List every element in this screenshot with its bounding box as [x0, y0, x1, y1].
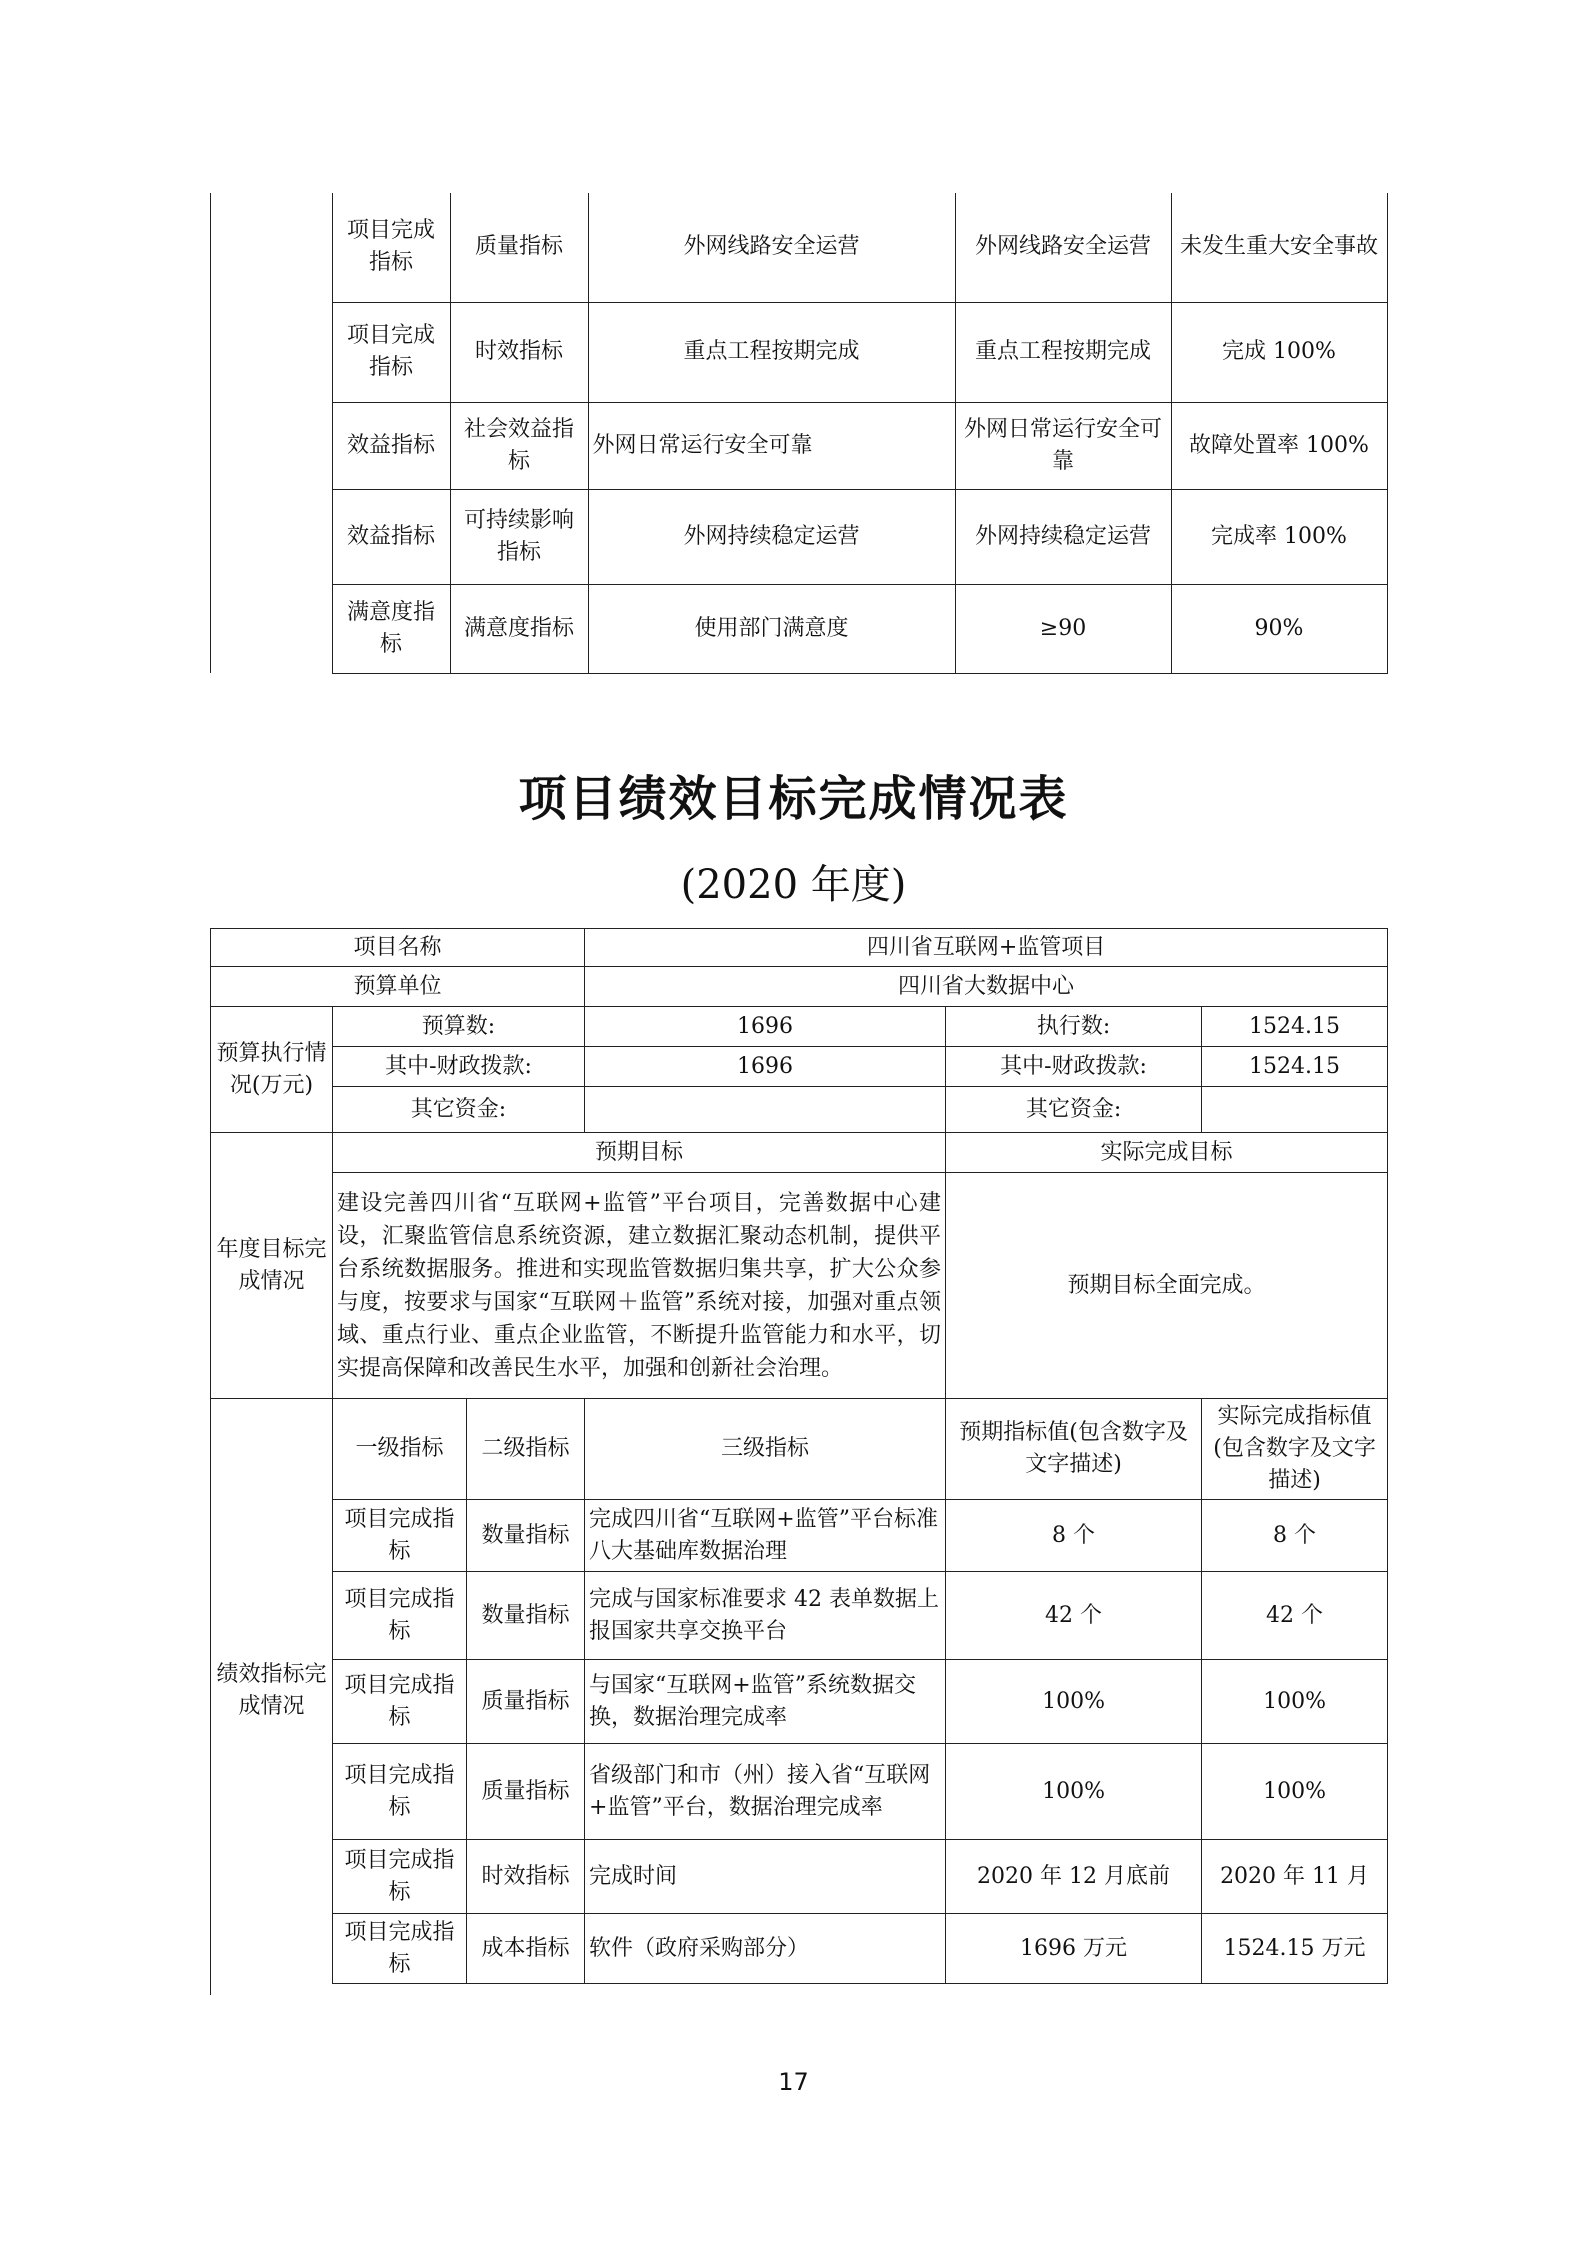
level3-cell: 使用部门满意度: [588, 584, 955, 673]
level1-cell: 项目完成指标: [333, 1500, 467, 1572]
level2-cell: 质量指标: [467, 1660, 585, 1744]
actual-cell: 90%: [1171, 584, 1387, 673]
table-row: [211, 1133, 1388, 1173]
actual-cell: 2020 年 11 月: [1202, 1840, 1388, 1914]
level3-cell: 外网线路安全运营: [588, 193, 955, 302]
page-subtitle: (2020 年度): [680, 862, 907, 908]
expected-cell: 外网日常运行安全可靠: [955, 402, 1171, 489]
actual-goal-header: 实际完成目标: [946, 1133, 1388, 1173]
header-level1: 一级指标: [333, 1399, 467, 1500]
expected-cell: 100%: [946, 1660, 1202, 1744]
level1-cell: 项目完成指标: [332, 302, 450, 402]
expected-cell: 100%: [946, 1744, 1202, 1840]
level1-cell: 项目完成指标: [333, 1744, 467, 1840]
level2-cell: 时效指标: [467, 1840, 585, 1914]
budget-label: 预算数:: [333, 1007, 585, 1047]
table-row: [210, 584, 1387, 673]
table-row: [210, 193, 1387, 302]
level1-cell: 效益指标: [332, 489, 450, 584]
table-row: [211, 1744, 1388, 1840]
level1-cell: 效益指标: [332, 402, 450, 489]
other-funds-label: 其它资金:: [333, 1087, 585, 1133]
table-row: [211, 1914, 1388, 1984]
budget-exec-label: 预算执行情况(万元): [211, 1007, 333, 1133]
level1-cell: 项目完成指标: [333, 1660, 467, 1744]
expected-goal-text: 建设完善四川省“互联网+监管”平台项目，完善数据中心建设，汇聚监管信息系统资源，建立数据汇聚动态机制，提供平台系统数据服务。推进和实现监管数据归集共享，扩大公众参与度，按要求与国家“互联网＋监管”系统对接，加强对重点领域、重点行业、重点企业监管，不断提升监管能力和水平，切实提高保障和改善民生水平，加强和创新社会治理。: [333, 1173, 946, 1399]
other-funds-budget: [585, 1087, 946, 1133]
actual-cell: 未发生重大安全事故: [1171, 193, 1387, 302]
level2-cell: 满意度指标: [450, 584, 588, 673]
header-level2: 二级指标: [467, 1399, 585, 1500]
expected-goal-header: 预期目标: [333, 1133, 946, 1173]
actual-cell: 100%: [1202, 1744, 1388, 1840]
actual-cell: 1524.15 万元: [1202, 1914, 1388, 1984]
executed-label: 执行数:: [946, 1007, 1202, 1047]
level1-cell: 项目完成指标: [333, 1840, 467, 1914]
level1-cell: 项目完成指标: [333, 1914, 467, 1984]
project-name-label: 项目名称: [211, 929, 585, 967]
level2-cell: 数量指标: [467, 1500, 585, 1572]
performance-table: [210, 928, 1388, 1984]
blank-cell: [210, 193, 332, 673]
actual-cell: 故障处置率 100%: [1171, 402, 1387, 489]
page-number: 17: [778, 2068, 809, 2096]
table-row: [210, 402, 1387, 489]
fiscal-budget-value: 1696: [585, 1047, 946, 1087]
table-row: [210, 302, 1387, 402]
level3-cell: 完成时间: [585, 1840, 946, 1914]
level3-cell: 完成四川省“互联网+监管”平台标准八大基础库数据治理: [585, 1500, 946, 1572]
table-row: [211, 1399, 1388, 1500]
budget-unit-label: 预算单位: [211, 967, 585, 1007]
project-name-value: 四川省互联网+监管项目: [585, 929, 1388, 967]
budget-unit-value: 四川省大数据中心: [585, 967, 1388, 1007]
level2-cell: 成本指标: [467, 1914, 585, 1984]
level3-cell: 省级部门和市（州）接入省“互联网+监管”平台，数据治理完成率: [585, 1744, 946, 1840]
header-actual: 实际完成指标值(包含数字及文字描述): [1202, 1399, 1388, 1500]
level2-cell: 社会效益指标: [450, 402, 588, 489]
level3-cell: 重点工程按期完成: [588, 302, 955, 402]
header-level3: 三级指标: [585, 1399, 946, 1500]
table-row: [211, 967, 1388, 1007]
actual-cell: 完成率 100%: [1171, 489, 1387, 584]
expected-cell: 42 个: [946, 1572, 1202, 1660]
annual-goal-label: 年度目标完成情况: [211, 1133, 333, 1399]
table-row: [211, 1500, 1388, 1572]
level1-cell: 满意度指标: [332, 584, 450, 673]
actual-cell: 42 个: [1202, 1572, 1388, 1660]
actual-cell: 100%: [1202, 1660, 1388, 1744]
page-title: 项目绩效目标完成情况表: [518, 771, 1069, 827]
level3-cell: 外网持续稳定运营: [588, 489, 955, 584]
executed-value: 1524.15: [1202, 1007, 1388, 1047]
table-row: [210, 489, 1387, 584]
header-expected: 预期指标值(包含数字及文字描述): [946, 1399, 1202, 1500]
expected-cell: ≥90: [955, 584, 1171, 673]
level2-cell: 时效指标: [450, 302, 588, 402]
table-row: [211, 1007, 1388, 1047]
level2-cell: 质量指标: [450, 193, 588, 302]
fiscal-exec-value: 1524.15: [1202, 1047, 1388, 1087]
level2-cell: 数量指标: [467, 1572, 585, 1660]
level1-cell: 项目完成指标: [333, 1572, 467, 1660]
actual-cell: 完成 100%: [1171, 302, 1387, 402]
expected-cell: 外网线路安全运营: [955, 193, 1171, 302]
table-row: [211, 1173, 1388, 1399]
table-row: [211, 929, 1388, 967]
fiscal-label: 其中-财政拨款:: [333, 1047, 585, 1087]
actual-goal-text: 预期目标全面完成。: [946, 1173, 1388, 1399]
level1-cell: 项目完成指标: [332, 193, 450, 302]
expected-cell: 外网持续稳定运营: [955, 489, 1171, 584]
expected-cell: 2020 年 12 月底前: [946, 1840, 1202, 1914]
table-row: [211, 1660, 1388, 1744]
expected-cell: 1696 万元: [946, 1914, 1202, 1984]
level2-cell: 可持续影响指标: [450, 489, 588, 584]
budget-value: 1696: [585, 1007, 946, 1047]
indicator-table-continued: [210, 193, 1388, 674]
level3-cell: 与国家“互联网+监管”系统数据交换，数据治理完成率: [585, 1660, 946, 1744]
table-row: [211, 1840, 1388, 1914]
perf-label: 绩效指标完成情况: [211, 1399, 333, 1984]
expected-cell: 8 个: [946, 1500, 1202, 1572]
expected-cell: 重点工程按期完成: [955, 302, 1171, 402]
other-funds-exec-label: 其它资金:: [946, 1087, 1202, 1133]
table-row: [211, 1047, 1388, 1087]
other-funds-exec: [1202, 1087, 1388, 1133]
level3-cell: 软件（政府采购部分）: [585, 1914, 946, 1984]
level2-cell: 质量指标: [467, 1744, 585, 1840]
level3-cell: 外网日常运行安全可靠: [588, 402, 955, 489]
table-row: [211, 1087, 1388, 1133]
fiscal-exec-label: 其中-财政拨款:: [946, 1047, 1202, 1087]
level3-cell: 完成与国家标准要求 42 表单数据上报国家共享交换平台: [585, 1572, 946, 1660]
actual-cell: 8 个: [1202, 1500, 1388, 1572]
table-row: [211, 1572, 1388, 1660]
